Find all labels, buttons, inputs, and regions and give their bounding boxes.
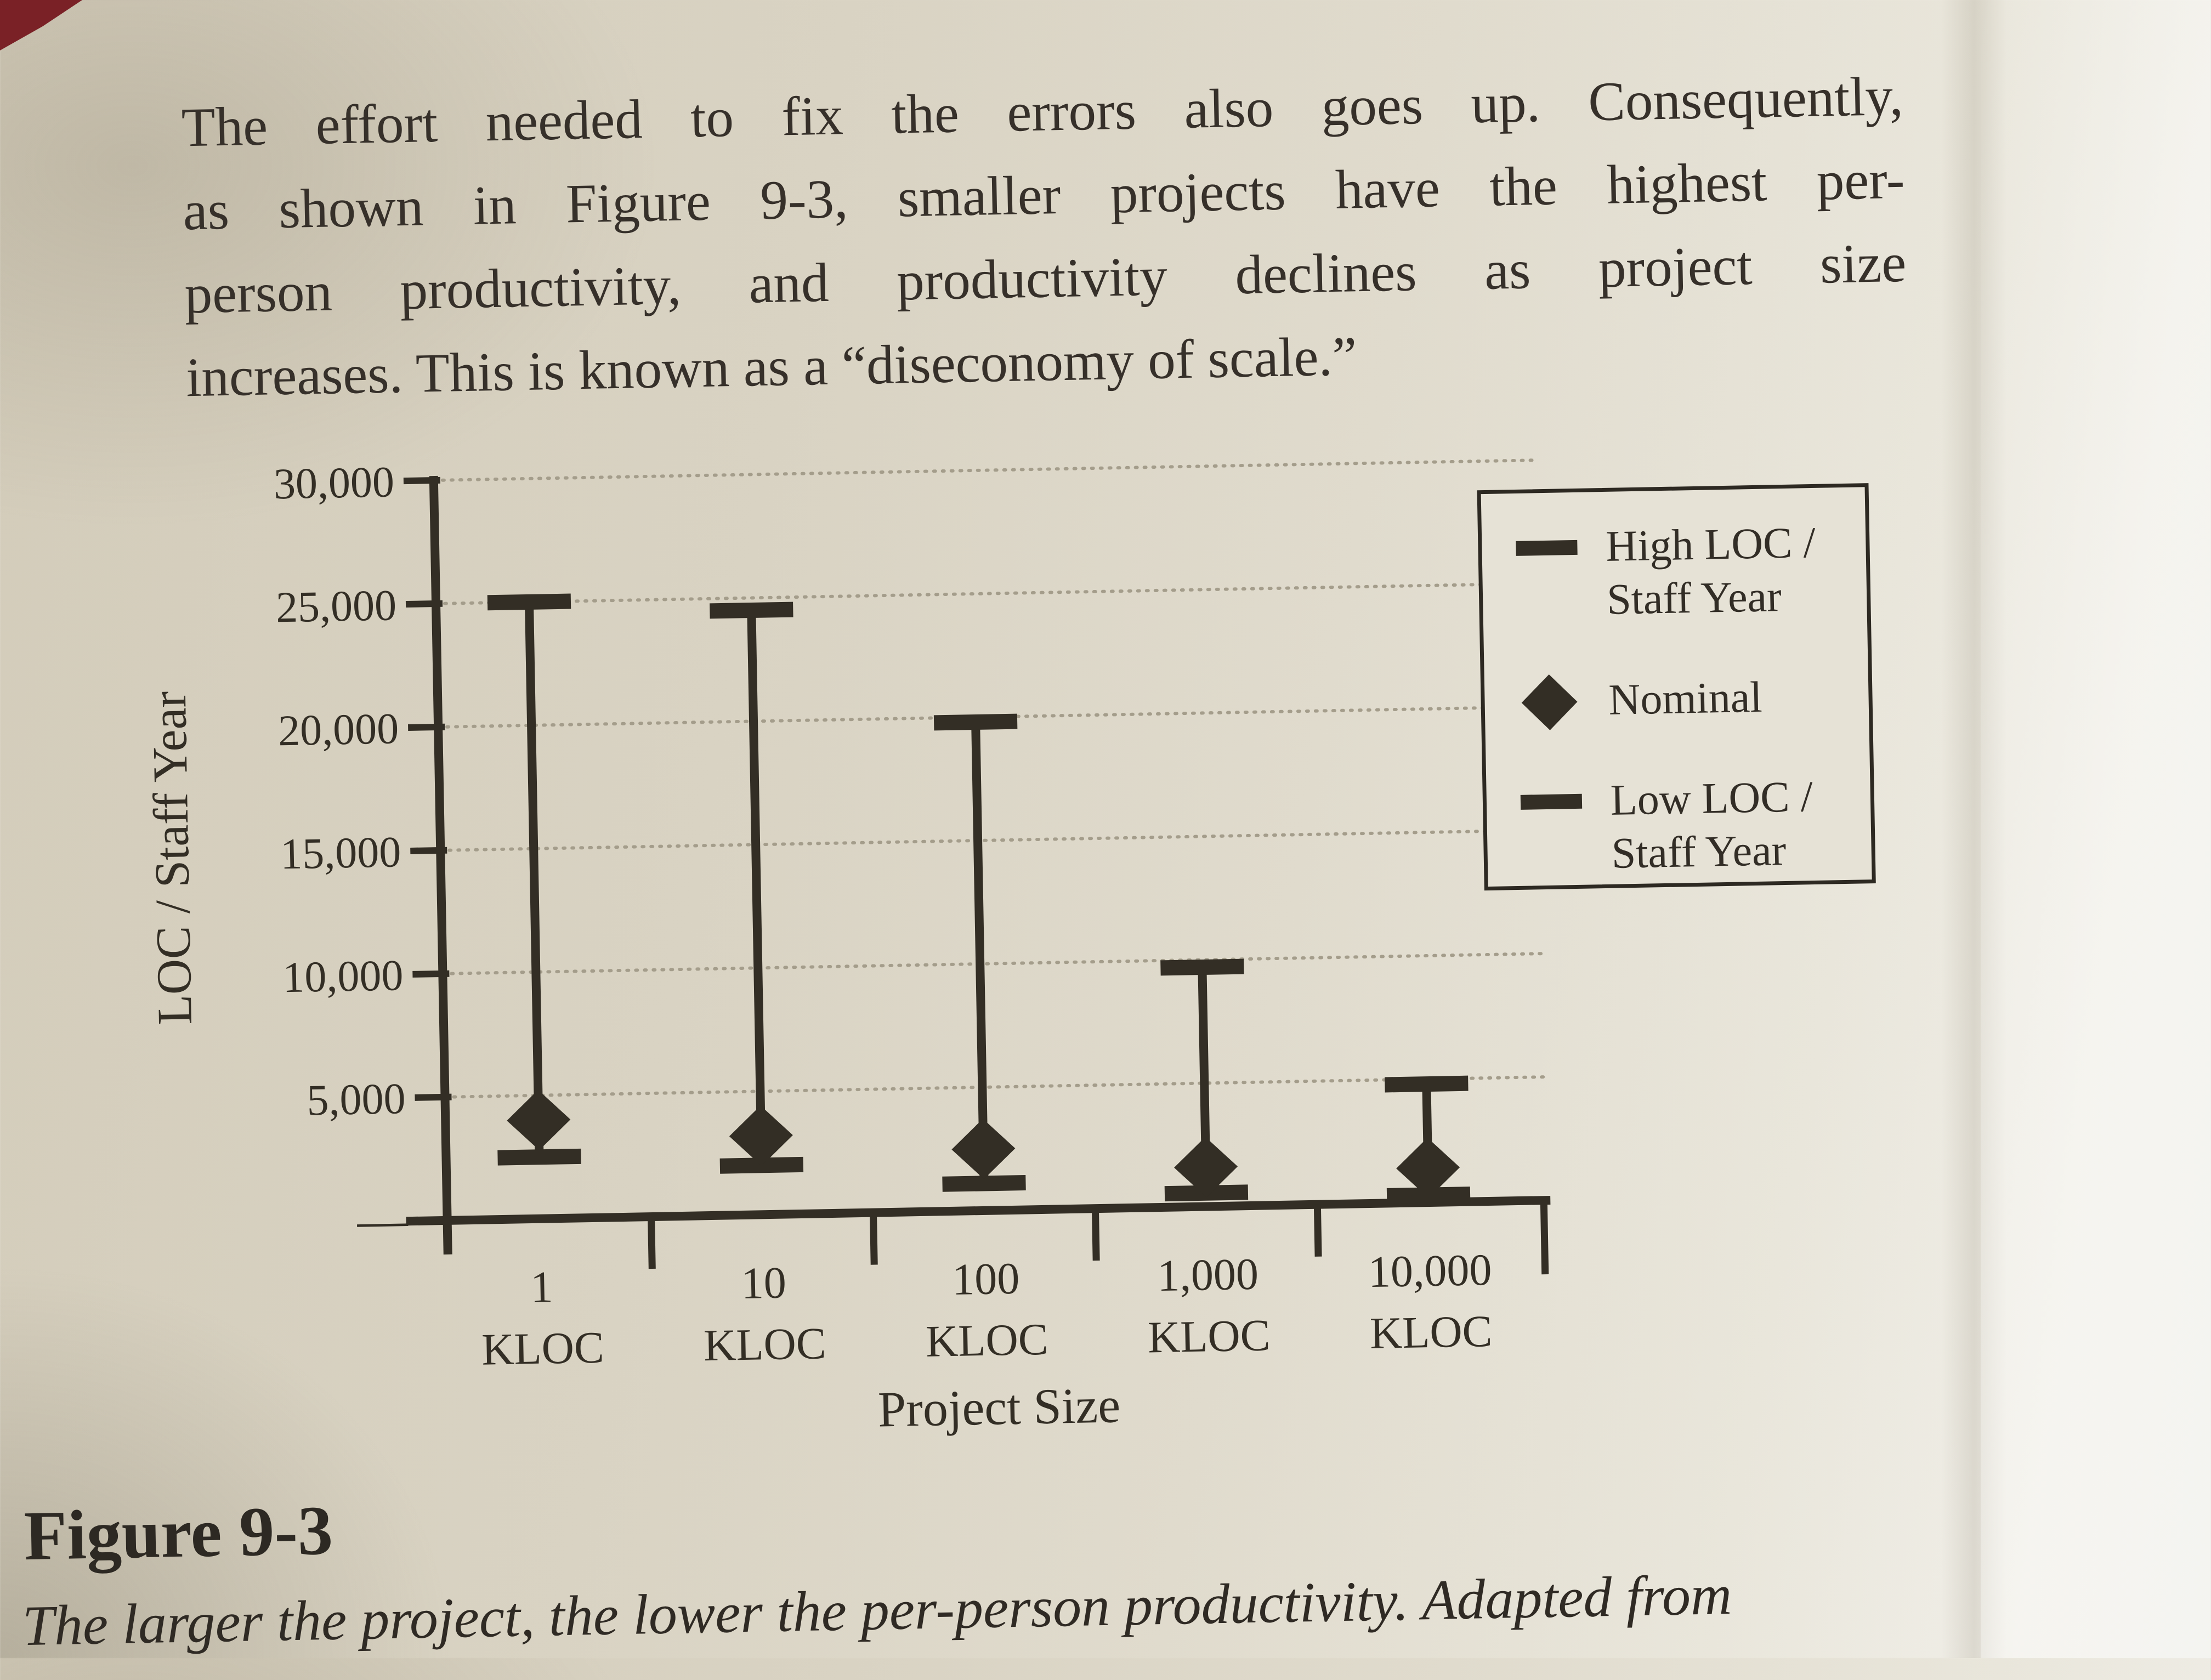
x-axis-tick: [1095, 1208, 1096, 1261]
x-axis: [406, 1200, 1551, 1221]
high-cap: [710, 610, 793, 611]
high-series-dash-marker: [1516, 540, 1577, 556]
paragraph-line: increases. This is known as a “diseconomy of scale.”: [185, 325, 1358, 408]
legend-label: Staff Year: [1606, 572, 1782, 624]
legend-item-high: [1516, 516, 1854, 628]
x-axis-tick: [873, 1213, 874, 1265]
x-category-label: KLOC: [1147, 1310, 1271, 1363]
paragraph-line: The effort needed to fix the errors also goes up. Consequently,: [180, 65, 1904, 158]
legend-label: High LOC /: [1605, 518, 1816, 571]
x-category-label: KLOC: [925, 1314, 1049, 1366]
y-axis: [434, 476, 448, 1255]
nominal-series-diamond-marker: [1522, 674, 1578, 730]
y-tick-label: 15,000: [280, 828, 402, 879]
gridline: [445, 1077, 1548, 1097]
range-line: [976, 722, 984, 1183]
range-line: [751, 610, 762, 1165]
x-category-label: KLOC: [703, 1318, 827, 1371]
x-category-label: 10,000: [1368, 1244, 1493, 1297]
high-cap: [934, 722, 1017, 723]
high-cap: [1160, 967, 1244, 968]
gridline: [434, 460, 1537, 480]
paragraph-line: person productivity, and productivity declines as project size: [184, 231, 1907, 325]
x-category-label: 1,000: [1156, 1248, 1259, 1301]
high-cap: [1385, 1083, 1468, 1085]
y-tick-label: 20,000: [277, 705, 399, 756]
low-series-dash-marker: [1521, 794, 1582, 810]
legend-label: Staff Year: [1611, 826, 1787, 878]
paragraph-line: as shown in Figure 9-3, smaller projects have the highest per-: [182, 148, 1906, 242]
x-axis-tick: [651, 1217, 653, 1269]
nominal-diamond: [729, 1105, 793, 1166]
y-tick-label: 5,000: [306, 1075, 406, 1125]
figure-caption: The larger the project, the lower the per-person productivity. Adapted from: [21, 1563, 1733, 1658]
x-category-label: 1: [530, 1262, 554, 1313]
low-cap: [943, 1183, 1026, 1184]
legend-item-nominal: [1518, 669, 1856, 729]
low-cap: [498, 1156, 581, 1158]
gridline: [443, 953, 1546, 974]
y-tick-label: 25,000: [275, 581, 397, 632]
gridline: [436, 583, 1539, 604]
x-category-label: 100: [951, 1253, 1021, 1304]
legend-label: Low LOC /: [1610, 773, 1813, 825]
y-tick-label: 10,000: [282, 951, 404, 1002]
x-category-label: KLOC: [481, 1322, 605, 1375]
y-tick-label: 30,000: [273, 458, 395, 509]
range-line: [529, 602, 540, 1157]
high-cap: [487, 601, 571, 603]
nominal-diamond: [951, 1118, 1016, 1179]
y-tick-label: —: [356, 1191, 409, 1248]
legend-label: Nominal: [1608, 673, 1763, 724]
x-axis-title: Project Size: [877, 1377, 1121, 1438]
x-axis-tick: [1317, 1205, 1318, 1257]
x-category-label: KLOC: [1369, 1306, 1493, 1359]
x-axis-end-tick: [1544, 1200, 1545, 1274]
nominal-diamond: [506, 1089, 571, 1151]
gridline: [440, 830, 1544, 850]
x-category-label: 10: [740, 1257, 787, 1309]
figure-label: Figure 9-3: [23, 1491, 334, 1575]
y-axis-title: LOC / Staff Year: [141, 690, 202, 1025]
legend-item-low: [1520, 770, 1858, 882]
chart-legend: [1477, 483, 1876, 890]
